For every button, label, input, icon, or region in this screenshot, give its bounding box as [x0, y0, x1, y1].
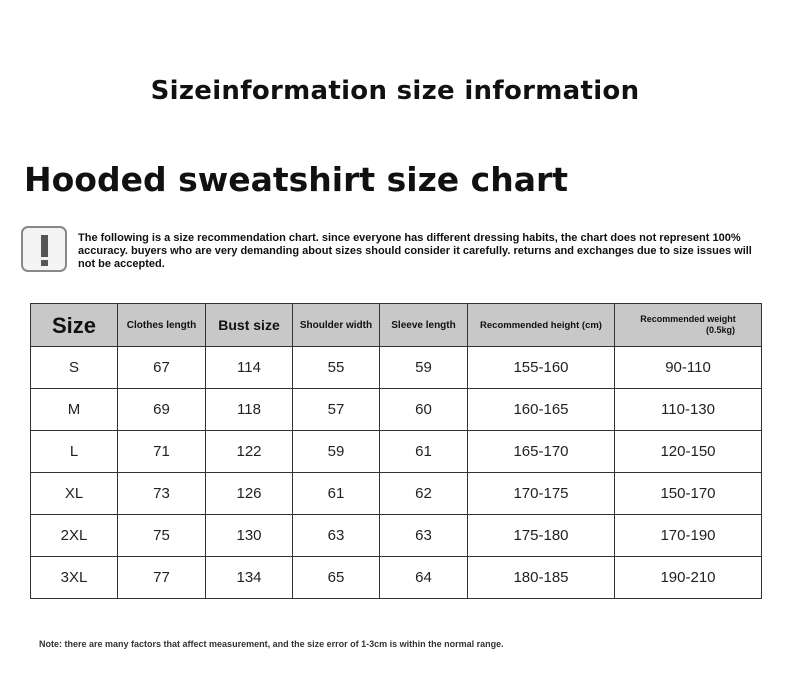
cell-recommended-weight: 90-110	[615, 347, 762, 389]
notice-box	[21, 226, 761, 276]
header-recommended-weight-unit: (0.5kg)	[705, 325, 735, 335]
cell-size: 2XL	[31, 515, 118, 557]
cell-recommended-height: 165-170	[468, 431, 615, 473]
table-row	[31, 515, 762, 557]
table-row	[31, 431, 762, 473]
cell-size: S	[31, 347, 118, 389]
header-shoulder-width: Shoulder width	[293, 304, 380, 347]
cell-recommended-weight: 120-150	[615, 431, 762, 473]
cell-size: L	[31, 431, 118, 473]
cell-clothes-length: 75	[118, 515, 206, 557]
cell-bust-size: 122	[206, 431, 293, 473]
exclamation-icon	[21, 226, 67, 272]
cell-recommended-height: 175-180	[468, 515, 615, 557]
cell-clothes-length: 73	[118, 473, 206, 515]
header-size: Size	[31, 304, 118, 347]
cell-bust-size: 126	[206, 473, 293, 515]
cell-bust-size: 134	[206, 557, 293, 599]
cell-bust-size: 130	[206, 515, 293, 557]
size-table	[30, 303, 762, 599]
footer-note: Note: there are many factors that affect measurement, and the size error of 1-3cm is within the normal range.	[39, 639, 504, 649]
header-clothes-length: Clothes length	[118, 304, 206, 347]
table-body	[31, 347, 762, 599]
cell-shoulder-width: 61	[293, 473, 380, 515]
cell-shoulder-width: 63	[293, 515, 380, 557]
cell-recommended-weight: 190-210	[615, 557, 762, 599]
cell-sleeve-length: 61	[380, 431, 468, 473]
table-row	[31, 557, 762, 599]
cell-shoulder-width: 65	[293, 557, 380, 599]
cell-recommended-height: 180-185	[468, 557, 615, 599]
cell-recommended-height: 160-165	[468, 389, 615, 431]
table-row	[31, 347, 762, 389]
cell-clothes-length: 77	[118, 557, 206, 599]
cell-clothes-length: 69	[118, 389, 206, 431]
cell-shoulder-width: 55	[293, 347, 380, 389]
cell-sleeve-length: 63	[380, 515, 468, 557]
cell-sleeve-length: 60	[380, 389, 468, 431]
cell-sleeve-length: 62	[380, 473, 468, 515]
header-recommended-height: Recommended height (cm)	[468, 304, 615, 347]
header-recommended-weight	[615, 304, 762, 347]
cell-clothes-length: 71	[118, 431, 206, 473]
cell-shoulder-width: 57	[293, 389, 380, 431]
cell-recommended-height: 170-175	[468, 473, 615, 515]
cell-bust-size: 118	[206, 389, 293, 431]
notice-text: The following is a size recommendation chart. since everyone has different dressing habits, the chart does not represent 100% accuracy. buyers who are very demanding about sizes should consider it carefully. returns and exchanges due to size issues will not be accepted.	[78, 232, 752, 270]
cell-size: M	[31, 389, 118, 431]
table-row	[31, 473, 762, 515]
page-title: Sizeinformation size information	[150, 76, 640, 106]
cell-sleeve-length: 64	[380, 557, 468, 599]
table-row	[31, 389, 762, 431]
cell-recommended-weight: 110-130	[615, 389, 762, 431]
cell-shoulder-width: 59	[293, 431, 380, 473]
cell-recommended-height: 155-160	[468, 347, 615, 389]
cell-bust-size: 114	[206, 347, 293, 389]
cell-recommended-weight: 170-190	[615, 515, 762, 557]
cell-size: XL	[31, 473, 118, 515]
header-sleeve-length: Sleeve length	[380, 304, 468, 347]
cell-clothes-length: 67	[118, 347, 206, 389]
cell-recommended-weight: 150-170	[615, 473, 762, 515]
cell-size: 3XL	[31, 557, 118, 599]
header-recommended-weight-label: Recommended weight	[640, 314, 736, 324]
cell-sleeve-length: 59	[380, 347, 468, 389]
size-chart-title: Hooded sweatshirt size chart	[24, 160, 569, 199]
header-bust-size: Bust size	[206, 304, 293, 347]
table-header-row	[31, 304, 762, 347]
